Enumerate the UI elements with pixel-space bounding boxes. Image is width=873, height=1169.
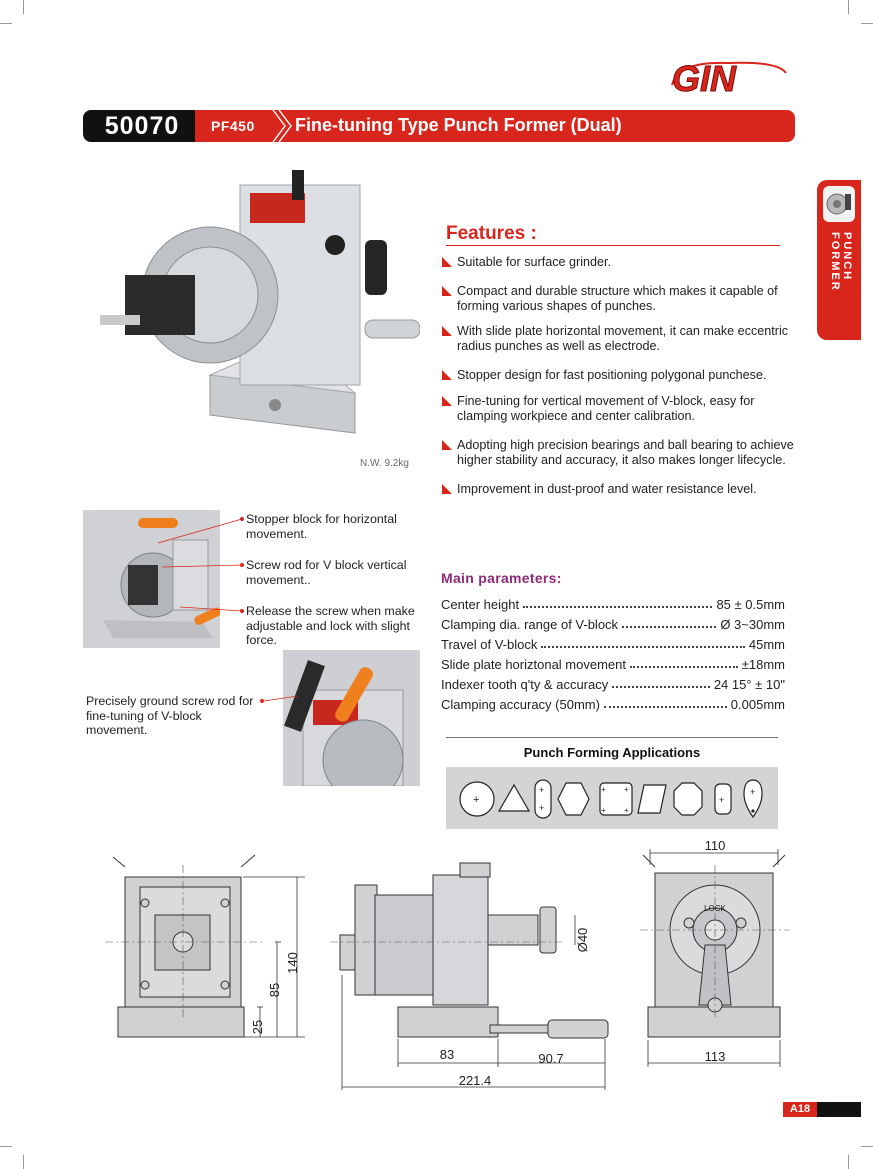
product-number: 50070: [104, 112, 180, 140]
bullet-icon: [442, 326, 452, 336]
crop-mark: [0, 1146, 12, 1147]
parameters-table: [441, 592, 785, 712]
features-list: [442, 255, 802, 497]
trapezoid-shape-icon: [638, 785, 666, 813]
feature-item: With slide plate horizontal movement, it can make eccentric radius punches as well as electrode.: [442, 324, 802, 354]
circle-shape-icon: [460, 782, 494, 816]
callout-line: [262, 690, 302, 710]
callout-screw-rod: Screw rod for V block vertical movement..: [246, 558, 407, 587]
callout-release-screw: Release the screw when make adjustable and lock with slight force.: [246, 604, 415, 647]
oval-shape-icon: [715, 784, 731, 814]
page-number: A18: [783, 1102, 817, 1117]
brand-logo: [668, 55, 790, 97]
triangle-shape-icon: [499, 785, 529, 811]
product-title: Fine-tuning Type Punch Former (Dual): [295, 115, 622, 135]
section-tab-label: PUNCH FORMER: [829, 232, 853, 292]
parameter-row: Clamping accuracy (50mm) 0.005mm: [441, 697, 785, 712]
svg-text:+: +: [539, 785, 545, 795]
svg-text:+: +: [624, 785, 629, 794]
dim-140: 140: [285, 952, 300, 974]
dim-221-4: 221.4: [458, 1073, 492, 1088]
crop-mark: [861, 23, 873, 24]
teardrop-shape-icon: [744, 780, 762, 817]
bullet-icon: [442, 396, 452, 406]
parameter-row: Travel of V-block 45mm: [441, 637, 785, 652]
bullet-icon: [442, 440, 452, 450]
svg-text:+: +: [539, 803, 545, 813]
title-bar: [83, 110, 795, 142]
crop-mark: [848, 1155, 849, 1169]
product-photo: [100, 165, 420, 465]
svg-text:+: +: [601, 785, 606, 794]
dim-85: 85: [267, 982, 282, 998]
dim-83: 83: [439, 1047, 455, 1062]
bullet-icon: [442, 286, 452, 296]
feature-item: Stopper design for fast positioning polygonal punchese.: [442, 368, 802, 383]
octagon-shape-icon: [674, 783, 702, 815]
technical-drawing: [85, 835, 805, 1095]
parameter-row: Slide plate horiztonal movement ±18mm: [441, 657, 785, 672]
callout-stopper: Stopper block for horizontal movement.: [246, 512, 397, 541]
callout-ground-screw-rod: Precisely ground screw rod for fine-tuning of V-block movement.: [86, 694, 254, 737]
lock-label: LOCK: [704, 904, 726, 913]
svg-text:+: +: [719, 795, 725, 805]
svg-text:+: +: [750, 787, 756, 797]
square-shape-icon: [600, 783, 632, 815]
page-tag: [783, 1102, 861, 1117]
punch-former-thumbnail-icon: [821, 184, 857, 224]
parameters-title: Main parameters:: [441, 570, 562, 586]
crop-mark: [0, 23, 12, 24]
applications-shapes: [446, 767, 778, 829]
feature-item: Compact and durable structure which makes it capable of forming various shapes of punches.: [442, 284, 802, 314]
feature-item: Fine-tuning for vertical movement of V-block, easy for clamping workpiece and center calibration.: [442, 394, 802, 424]
dim-diameter-40: Ø40: [575, 927, 590, 953]
features-title: Features :: [446, 223, 537, 244]
feature-item: Improvement in dust-proof and water resistance level.: [442, 482, 802, 497]
chevron-icon: [269, 110, 293, 142]
dim-110: 110: [704, 838, 726, 853]
svg-text:+: +: [624, 806, 629, 815]
crop-mark: [23, 1155, 24, 1169]
dim-113: 113: [704, 1049, 726, 1064]
crop-mark: [23, 0, 24, 14]
feature-item: Adopting high precision bearings and ball bearing to achieve higher stability and accuracy, it also makes longer lifecycle.: [442, 438, 802, 468]
net-weight: N.W. 9.2kg: [360, 458, 409, 469]
dim-25: 25: [250, 1019, 265, 1035]
brand-logo-text: GIN: [672, 58, 737, 97]
applications-divider: [446, 737, 778, 738]
rear-view: [643, 855, 785, 1037]
svg-text:+: +: [473, 794, 480, 806]
section-tab: [817, 180, 861, 340]
svg-text:+: +: [601, 806, 606, 815]
feature-item: Suitable for surface grinder.: [442, 255, 802, 270]
bullet-icon: [442, 370, 452, 380]
callout-lines: [150, 515, 245, 625]
product-model: PF450: [211, 118, 255, 134]
dim-90-7: 90.7: [538, 1051, 564, 1066]
bullet-icon: [442, 257, 452, 267]
crop-mark: [861, 1146, 873, 1147]
bullet-icon: [442, 484, 452, 494]
detail-photo-2: [283, 650, 420, 786]
hexagon-shape-icon: [558, 783, 589, 815]
front-view: [113, 855, 255, 1037]
crop-mark: [848, 0, 849, 14]
slot-shape-icon: [535, 780, 551, 818]
features-divider: [446, 245, 780, 246]
applications-title: Punch Forming Applications: [523, 745, 701, 760]
parameter-row: Clamping dia. range of V-block Ø 3~30mm: [441, 617, 785, 632]
parameter-row: Indexer tooth q'ty & accuracy 24 15° ± 10": [441, 677, 785, 692]
parameter-row: Center height 85 ± 0.5mm: [441, 597, 785, 612]
side-view: [340, 863, 608, 1038]
